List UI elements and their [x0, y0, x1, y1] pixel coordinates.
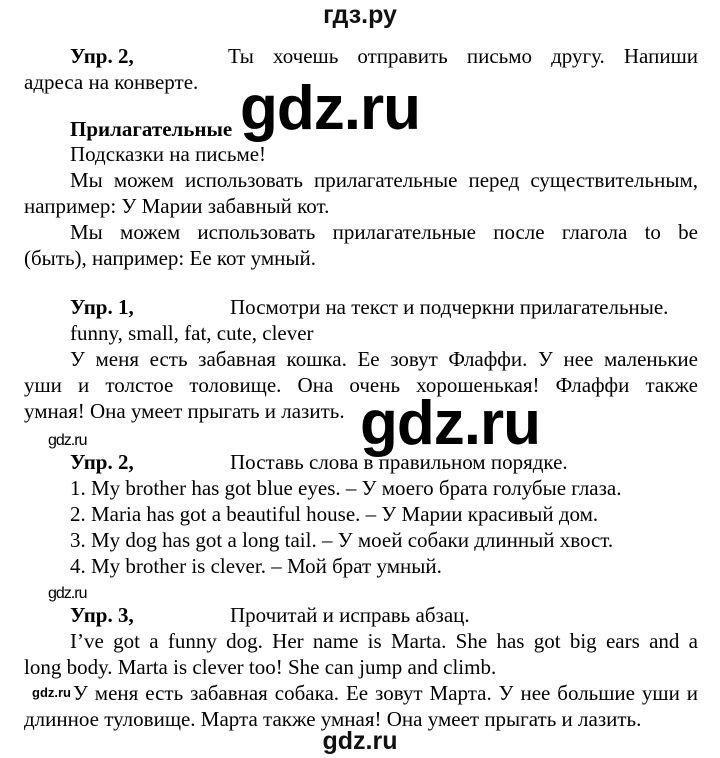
task-instruction: Посмотри на текст и подчеркни прилагательные.: [230, 295, 669, 319]
task-label: Упр. 3,: [70, 603, 134, 627]
task-instruction: Поставь слова в правильном порядке.: [230, 450, 568, 474]
answer-text: funny, small, fat, cute, clever: [70, 321, 314, 345]
translation-line: умная! Она умеет прыгать и лазить.: [24, 399, 345, 423]
list-item: 2. Maria has got a beautiful house. – У Марии красивый дом.: [70, 502, 599, 526]
watermark: gdz.ru: [360, 389, 540, 458]
section-subheading: Подсказки на письме!: [70, 142, 267, 166]
english-line: I’ve got a funny dog. Her name is Marta. She has got big ears and a: [70, 629, 698, 653]
task-instruction: Прочитай и исправь абзац.: [230, 603, 470, 627]
paragraph-line: Мы можем использовать прилагательные перед существительным,: [70, 168, 698, 192]
site-header-title: гдз.ру: [323, 1, 397, 29]
task-label: Упр. 2,: [70, 44, 134, 68]
paragraph-line: Мы можем использовать прилагательные после глагола to be: [70, 220, 698, 244]
paragraph-line: (быть), например: Ее кот умный.: [24, 246, 317, 270]
list-item: 1. My brother has got blue eyes. – У моего брата голубые глаза.: [70, 476, 622, 500]
english-line: long body. Marta is clever too! She can jump and climb.: [24, 655, 497, 679]
task-label: Упр. 2,: [70, 450, 134, 474]
watermark: gdz.ru: [32, 685, 71, 700]
watermark: gdz.ru: [48, 432, 87, 449]
task-label: Упр. 1,: [70, 295, 134, 319]
task-text: адреса на конверте.: [24, 70, 199, 94]
list-item: 4. My brother is clever. – Мой брат умный.: [70, 554, 442, 578]
watermark: gdz.ru: [48, 585, 87, 602]
site-footer-watermark: gdz.ru: [322, 727, 398, 755]
paragraph-line: например: У Марии забавный кот.: [24, 194, 330, 218]
list-item: 3. My dog has got a long tail. – У моей собаки длинный хвост.: [70, 528, 614, 552]
translation-line: У меня есть забавная кошка. Ее зовут Флаффи. У нее маленькие: [70, 347, 698, 371]
section-heading: Прилагательные: [70, 117, 233, 141]
task-text: Ты хочешь отправить письмо другу. Напиши: [228, 44, 698, 68]
translation-line: уши и толстое толовище. Она очень хорошенькая! Флаффи также: [24, 373, 698, 397]
translation-line: У меня есть забавная собака. Ее зовут Марта. У нее большие уши и: [73, 681, 698, 705]
translation-line: длинное туловище. Марта также умная! Она умеет прыгать и лазить.: [24, 707, 642, 731]
watermark: gdz.ru: [240, 74, 420, 143]
